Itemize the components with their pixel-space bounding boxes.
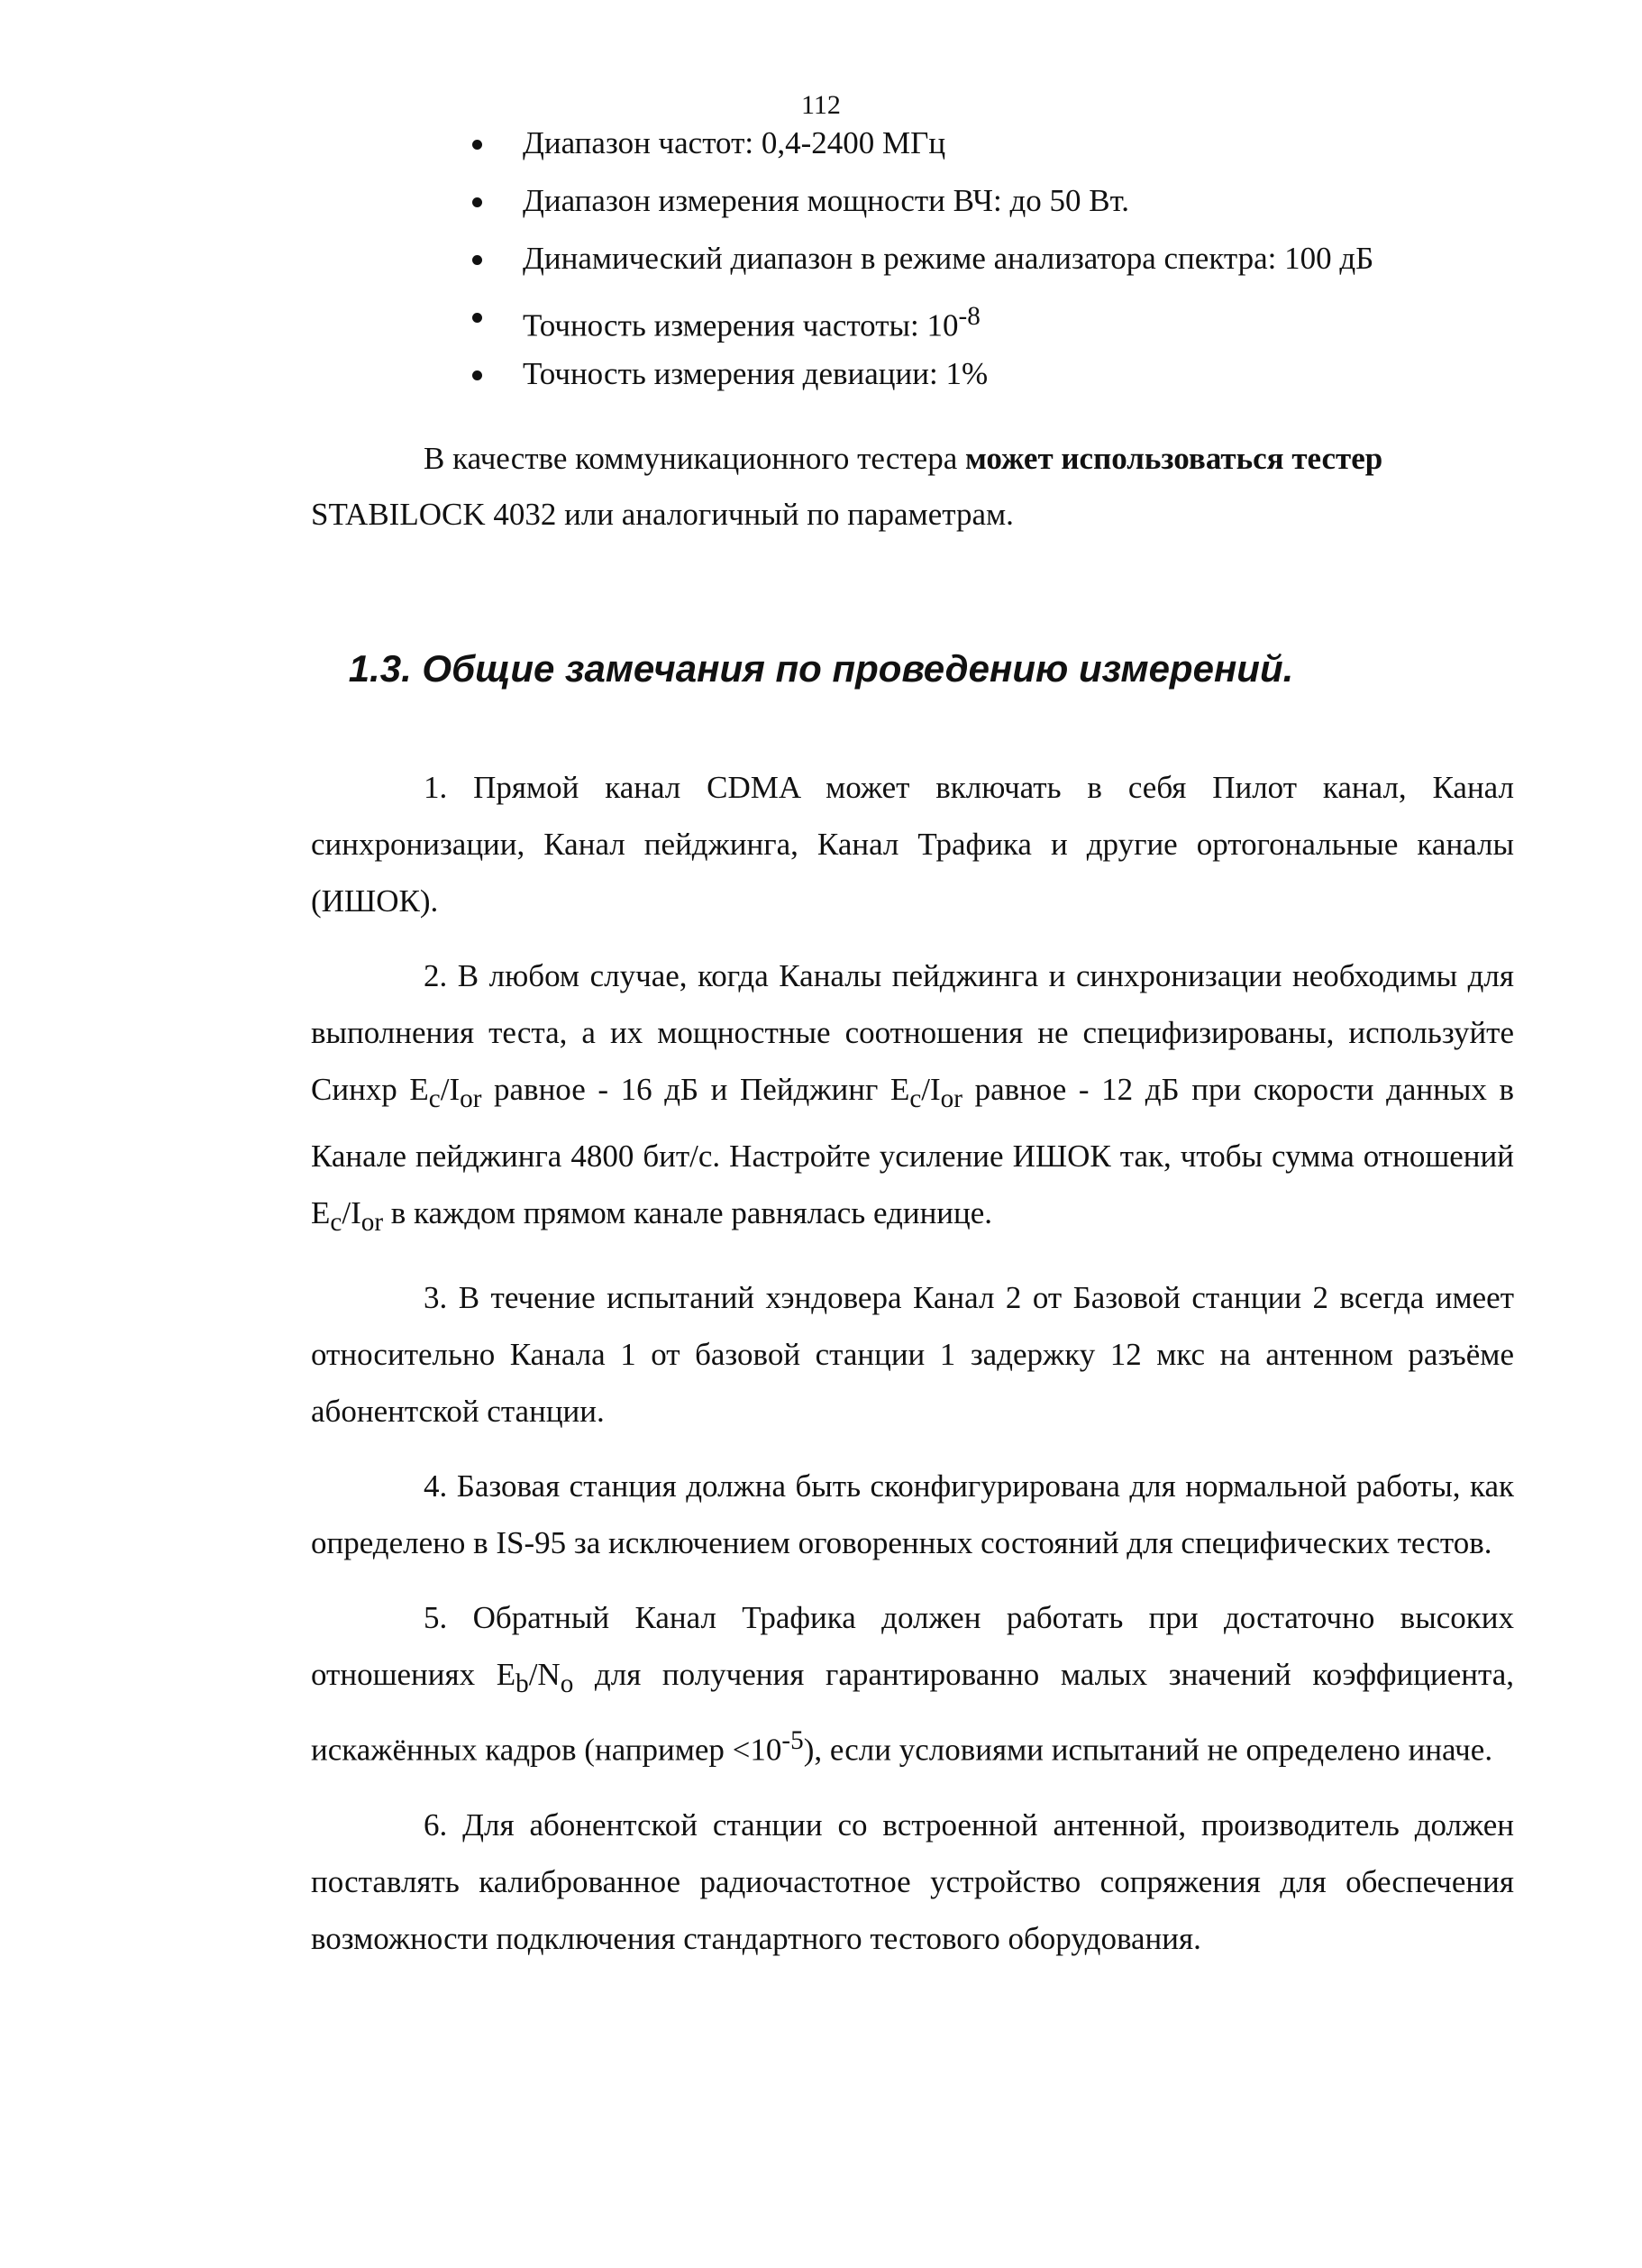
- note-5-sup: -5: [781, 1726, 804, 1755]
- note-item-3: 3. В течение испытаний хэндовера Канал 2 от Базовой станции 2 всегда имеет относительно Канала 1 от базовой станции 1 задержку 12 мкс на антенном разъёме абонентской станции.: [311, 1280, 1514, 1429]
- page-number: 112: [801, 90, 841, 120]
- spec-item-dynamic-range: [469, 240, 1460, 297]
- note-2-slash: /I: [342, 1195, 361, 1230]
- note-2-text-b: равное - 16 дБ и Пейджинг E: [494, 1072, 910, 1107]
- note-2-sub: or: [940, 1084, 962, 1113]
- spec-text: Диапазон частот: 0,4-2400 МГц: [523, 125, 946, 160]
- note-item-1: 1. Прямой канал CDMA может включать в себя Пилот канал, Канал синхронизации, Канал пейджинга, Канал Трафика и другие ортогональные каналы (ИШОК).: [311, 770, 1514, 919]
- note-5-text-c: ), если условиями испытаний не определено иначе.: [803, 1732, 1493, 1768]
- note-item-6: 6. Для абонентской станции со встроенной антенной, производитель должен поставлять калиброванное радиочастотное устройство сопряжения для обеспечения возможности подключения стандартного тестового оборудования.: [311, 1806, 1514, 1956]
- note-2-slash: /I: [440, 1072, 461, 1107]
- note-item-5: [311, 1589, 1514, 1779]
- bullet-icon: [472, 140, 482, 150]
- note-2-sub: or: [360, 1208, 384, 1237]
- note-2-sub: c: [330, 1208, 342, 1237]
- note-2-sub: or: [460, 1084, 482, 1113]
- intro-paragraph: [311, 431, 1514, 543]
- bullet-icon: [472, 313, 482, 323]
- intro-text-part3: STABILOCK 4032 или аналогичный по параметрам.: [311, 497, 1014, 532]
- bullet-icon: [472, 255, 482, 265]
- spec-list: [469, 124, 1460, 413]
- spec-text: Диапазон измерения мощности ВЧ: до 50 Вт.: [523, 183, 1130, 218]
- spec-text: Точность измерения девиации: 1%: [523, 356, 989, 391]
- spec-text: Точность измерения частоты: 10: [523, 307, 959, 343]
- note-2-sub: c: [909, 1084, 922, 1113]
- bullet-icon: [472, 197, 482, 207]
- note-5-sub: b: [515, 1669, 529, 1698]
- note-2-slash: /I: [921, 1072, 941, 1107]
- spec-item-frequency-range: [469, 124, 1460, 182]
- section-title: 1.3. Общие замечания по проведению измерений.: [348, 647, 1294, 690]
- intro-text-part2: может использоваться тестер: [964, 441, 1383, 476]
- note-5-text-a: 5. Обратный Канал Трафика должен работать при достаточно высоких отношениях E: [311, 1600, 1514, 1692]
- note-item-4: 4. Базовая станция должна быть сконфигурирована для нормальной работы, как определено в IS-95 за исключением оговоренных состояний для специфических тестов.: [311, 1468, 1514, 1560]
- note-2-text-d: в каждом прямом канале равнялась единице.: [390, 1195, 993, 1230]
- note-5-sub: o: [560, 1669, 574, 1698]
- spec-item-deviation-accuracy: [469, 355, 1460, 413]
- spec-text: Динамический диапазон в режиме анализатора спектра: 100 дБ: [523, 241, 1374, 276]
- note-2-text-a: 2. В любом случае, когда Каналы пейджинга и синхронизации необходимы для выполнения теста, а их мощностные соотношения не специфизированы, используйте Синхр E: [311, 958, 1514, 1107]
- note-2-sub: c: [428, 1084, 441, 1113]
- spec-item-frequency-accuracy: [469, 297, 1460, 355]
- note-2-text-c: равное - 12 дБ при скорости данных в Канале пейджинга 4800 бит/с. Настройте усиление ИШОК так, чтобы сумма отношений E: [311, 1072, 1514, 1230]
- note-5-text-b: для получения гарантированно малых значений коэффициента, искажённых кадров (например <10: [311, 1657, 1514, 1768]
- spec-exponent: -8: [958, 302, 981, 331]
- note-5-mid: /N: [528, 1657, 561, 1692]
- bullet-icon: [472, 370, 482, 380]
- notes-list: [311, 759, 1514, 1985]
- note-item-2: [311, 947, 1514, 1251]
- spec-item-power-range: [469, 182, 1460, 240]
- intro-text-part1: В качестве коммуникационного тестера: [424, 441, 965, 476]
